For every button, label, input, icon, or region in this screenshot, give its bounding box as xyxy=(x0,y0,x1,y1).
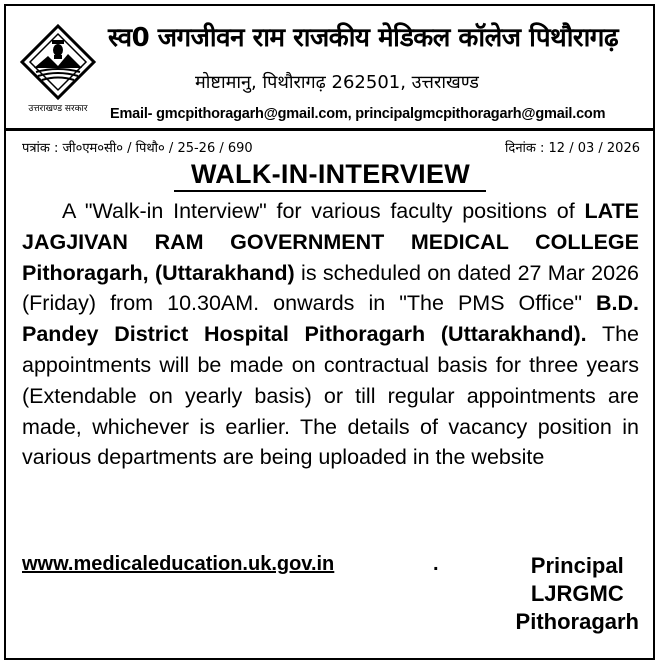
signatory-institution: LJRGMC xyxy=(530,581,624,606)
website-suffix: . xyxy=(433,553,439,575)
college-title: स्व0 जगजीवन राम राजकीय मेडिकल कॉलेज पिथौरागढ़ xyxy=(108,23,619,53)
notice-body xyxy=(22,196,639,473)
website-link[interactable]: www.medicaleducation.uk.gov.in xyxy=(22,553,335,575)
letter-number: पत्रांक : जी०एम०सी० / पिथौ० / 25-26 / 690 xyxy=(22,141,253,156)
signatory-title: Principal xyxy=(530,553,624,578)
notice-schedule: is scheduled on dated 27 Mar 2026 (Friday) from 10.30AM. onwards in "The PMS Office" xyxy=(22,260,639,316)
college-address: मोष्टामानु, पिथौरागढ़ 262501, उत्तराखण्ड xyxy=(195,72,479,93)
heading-underline xyxy=(174,190,486,192)
emblem-icon xyxy=(18,22,98,102)
notice-details: The appointments will be made on contractual basis for three years (Extendable on yearly basis) or till regular appointments are made, whichever is earlier. The details of vacancy position in various departments are being uploaded in the website xyxy=(22,322,639,470)
college-name: LATE JAGJIVAN RAM GOVERNMENT MEDICAL COLLEGE Pithoragarh, (Uttarakhand) xyxy=(22,199,639,285)
letter-date: दिनांक : 12 / 03 / 2026 xyxy=(505,141,640,156)
interview-venue: B.D. Pandey District Hospital Pithoragarh (Uttarakhand). xyxy=(22,291,639,347)
header-divider xyxy=(4,128,655,131)
notice-heading: WALK-IN-INTERVIEW xyxy=(190,159,471,189)
college-email: Email- gmcpithoragarh@gmail.com, principalgmcpithoragarh@gmail.com xyxy=(110,106,606,122)
reference-row xyxy=(22,138,642,158)
signatory-location: Pithoragarh xyxy=(515,609,639,634)
notice-intro: A "Walk-in Interview" for various faculty positions of xyxy=(62,199,575,223)
signature-block xyxy=(516,552,639,636)
logo-caption: उत्तराखण्ड सरकार xyxy=(28,104,88,114)
notice-heading-wrap xyxy=(0,159,661,190)
uttarakhand-government-logo xyxy=(18,22,98,114)
